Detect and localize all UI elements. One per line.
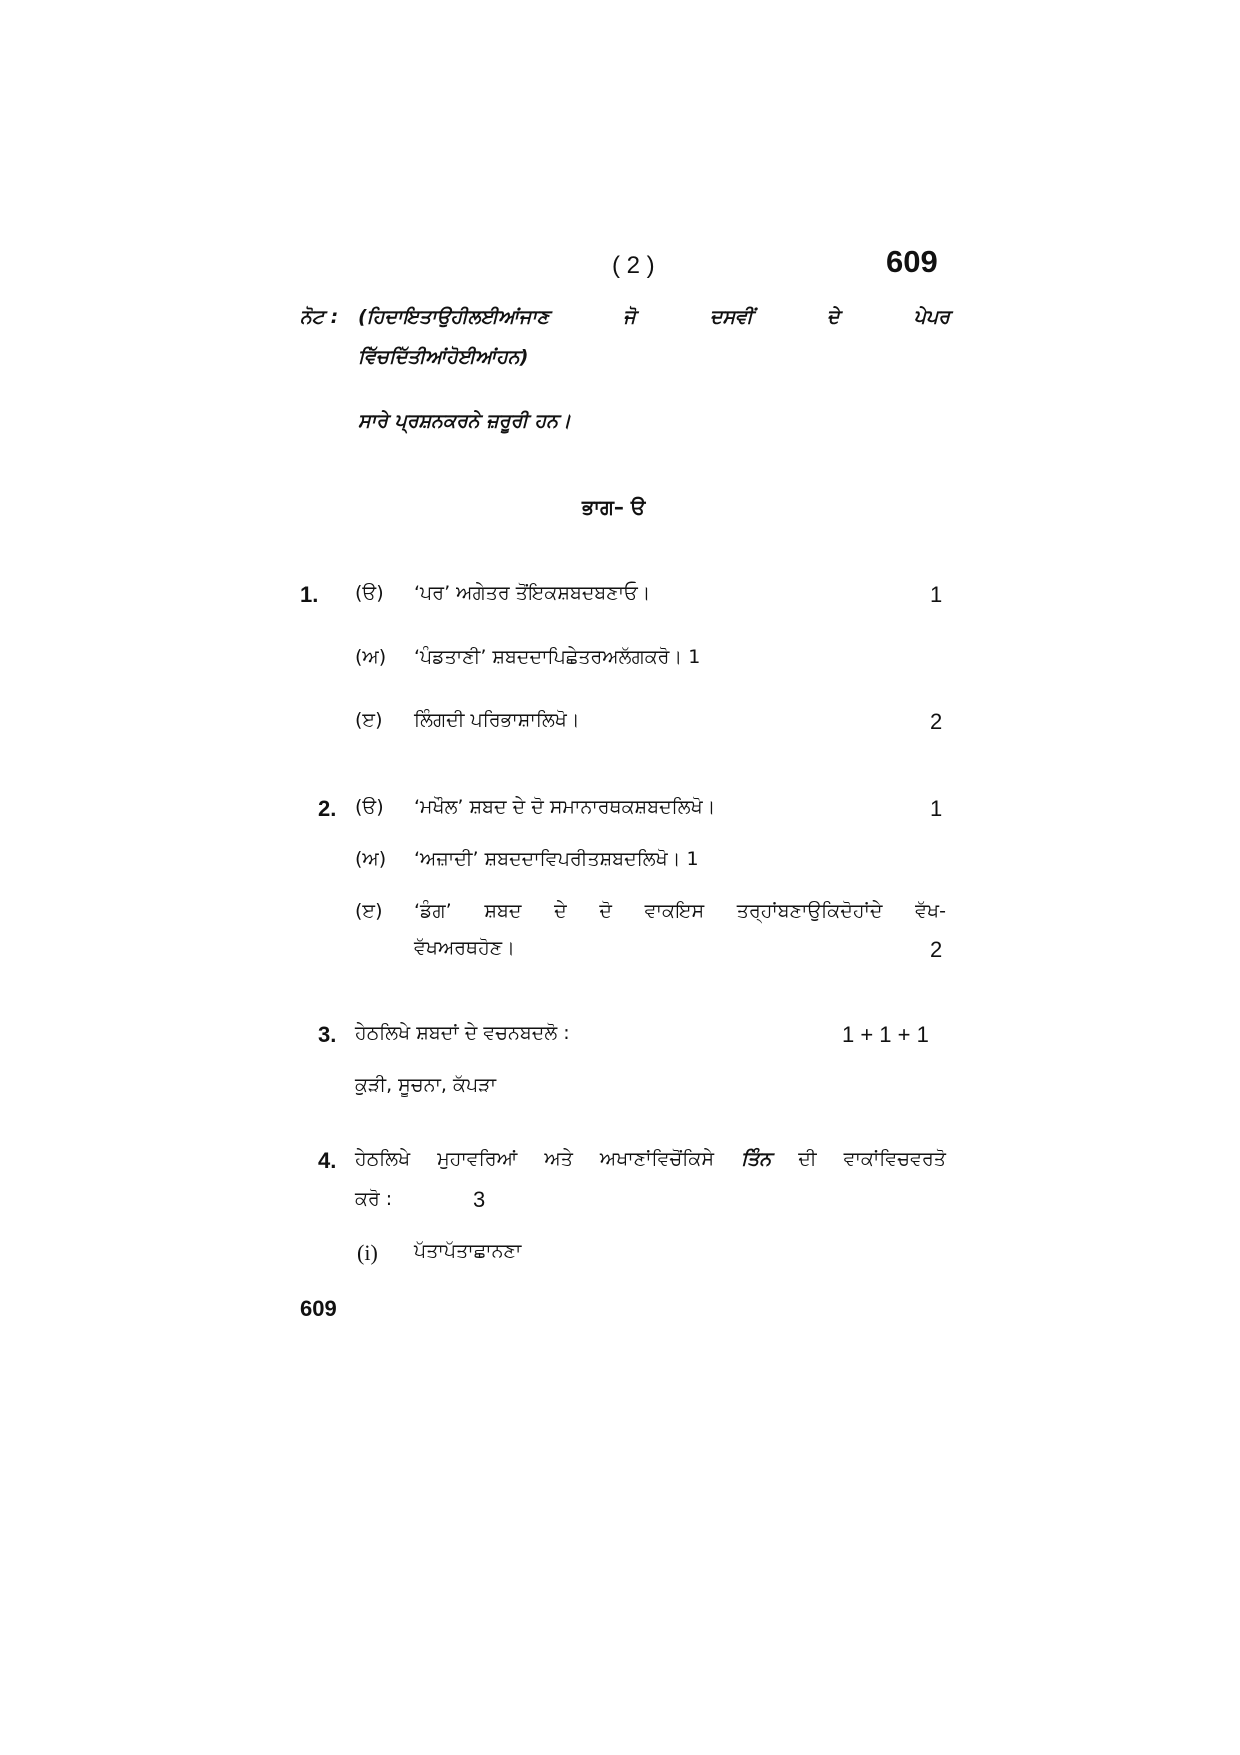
question-number-3: 3.: [318, 1022, 337, 1047]
q4-word: ਦੀ: [798, 1148, 817, 1170]
note-word: ਪੇਪਰ: [913, 306, 950, 328]
q3-words: ਕੁੜੀ, ਸੂਚਨਾ, ਕੱਪੜਾ: [355, 1074, 497, 1096]
q2-a-marks: 1: [930, 796, 943, 821]
question-number-1: 1.: [300, 582, 319, 607]
note-word: (ਹਿਦਾਇਤਾਉਹੀਲਈਆਂਜਾਣ: [358, 306, 550, 328]
q2-c-word: ਦੋ: [599, 900, 612, 922]
q1-c-text: ਲਿੰਗਦੀ ਪਰਿਭਾਸ਼ਾਲਿਖੋ।: [414, 709, 580, 731]
note-line-1: [358, 306, 950, 328]
section-title: ਭਾਗ– ੳ: [582, 495, 646, 519]
instruction: ਸਾਰੇ ਪ੍ਰਸ਼ਨਕਰਨੇ ਜ਼ਰੂਰੀ ਹਨ।: [358, 410, 571, 432]
q4-line-1: [355, 1148, 946, 1170]
q1-c-label: (ੲ): [355, 709, 383, 731]
q2-c-word: ਵੱਖ-: [915, 900, 946, 922]
q2-c-word: ਸ਼ਬਦ: [484, 900, 522, 922]
q2-a-text: ‘ਮਖੌਲ’ ਸ਼ਬਦ ਦੇ ਦੋ ਸਮਾਨਾਰਥਕਸ਼ਬਦਲਿਖੋ।: [414, 796, 716, 818]
q4-word: ਮੁਹਾਵਰਿਆਂ: [437, 1148, 518, 1170]
q2-c-word: ਤਰ੍ਹਾਂਬਣਾਉਕਿਦੋਹਾਂਦੇ: [736, 900, 883, 922]
footer-code: 609: [300, 1296, 337, 1321]
note-label: ਨੋਟ :: [300, 306, 339, 328]
q4-word: ਅਤੇ: [544, 1148, 573, 1170]
question-number-4: 4.: [318, 1148, 337, 1173]
q4-word: ਵਾਕਾਂਵਿਚਵਰਤੋ: [843, 1148, 946, 1170]
note-word: ਦੇ: [826, 306, 840, 328]
q2-c-word: ‘ਡੰਗ’: [414, 900, 452, 922]
q1-a-marks: 1: [930, 582, 943, 607]
q4-marks: 3: [473, 1187, 486, 1212]
note-word: ਜੋ: [623, 306, 636, 328]
question-number-2: 2.: [318, 796, 337, 821]
q1-b-label: (ਅ): [355, 646, 387, 668]
q3-marks: 1 + 1 + 1: [842, 1022, 929, 1047]
q2-c-line-2: ਵੱਖਅਰਥਹੋਣ।: [414, 937, 515, 959]
q2-c-line-1: [414, 900, 946, 922]
note-word: ਦਸਵੀਂ: [709, 306, 753, 328]
q2-c-marks: 2: [930, 937, 943, 962]
q2-b-text: ‘ਅਜ਼ਾਦੀ’ ਸ਼ਬਦਦਾਵਿਪਰੀਤਸ਼ਬਦਲਿਖੋ। 1: [414, 848, 699, 870]
q4-word: ਹੇਠਲਿਖੇ: [355, 1148, 411, 1170]
q4-line-2: ਕਰੋ :: [355, 1188, 393, 1210]
q2-c-word: ਵਾਕਇਸ: [644, 900, 705, 922]
q1-b-text: ‘ਪੰਡਤਾਣੀ’ ਸ਼ਬਦਦਾਪਿਛੇਤਰਅਲੱਗਕਰੋ। 1: [414, 646, 701, 668]
q2-c-label: (ੲ): [355, 900, 383, 922]
q2-a-label: (ੳ): [355, 796, 384, 818]
q1-a-text: ‘ਪਰ’ ਅਗੇਤਰ ਤੋਂਇਕਸ਼ਬਦਬਣਾਓ।: [414, 582, 651, 604]
q4-emphasis-word: ਤਿੰਨ: [741, 1148, 772, 1170]
q4-item-label: (i): [357, 1240, 378, 1265]
q2-b-label: (ਅ): [355, 848, 387, 870]
q3-text: ਹੇਠਲਿਖੇ ਸ਼ਬਦਾਂ ਦੇ ਵਚਨਬਦਲੋ :: [355, 1022, 570, 1044]
note-line-2: ਵਿੱਚਦਿੱਤੀਆਂਹੋਈਆਂਹਨ): [358, 346, 529, 368]
q2-c-word: ਦੇ: [554, 900, 567, 922]
q1-c-marks: 2: [930, 709, 943, 734]
q1-a-label: (ੳ): [355, 582, 384, 604]
paper-code: 609: [886, 244, 938, 279]
page-number: ( 2 ): [612, 252, 655, 279]
q4-item-text: ਪੱਤਾਪੱਤਾਛਾਨਣਾ: [414, 1240, 522, 1262]
q4-word: ਅਖਾਣਾਂਵਿਚੋਂਕਿਸੇ: [599, 1148, 715, 1170]
